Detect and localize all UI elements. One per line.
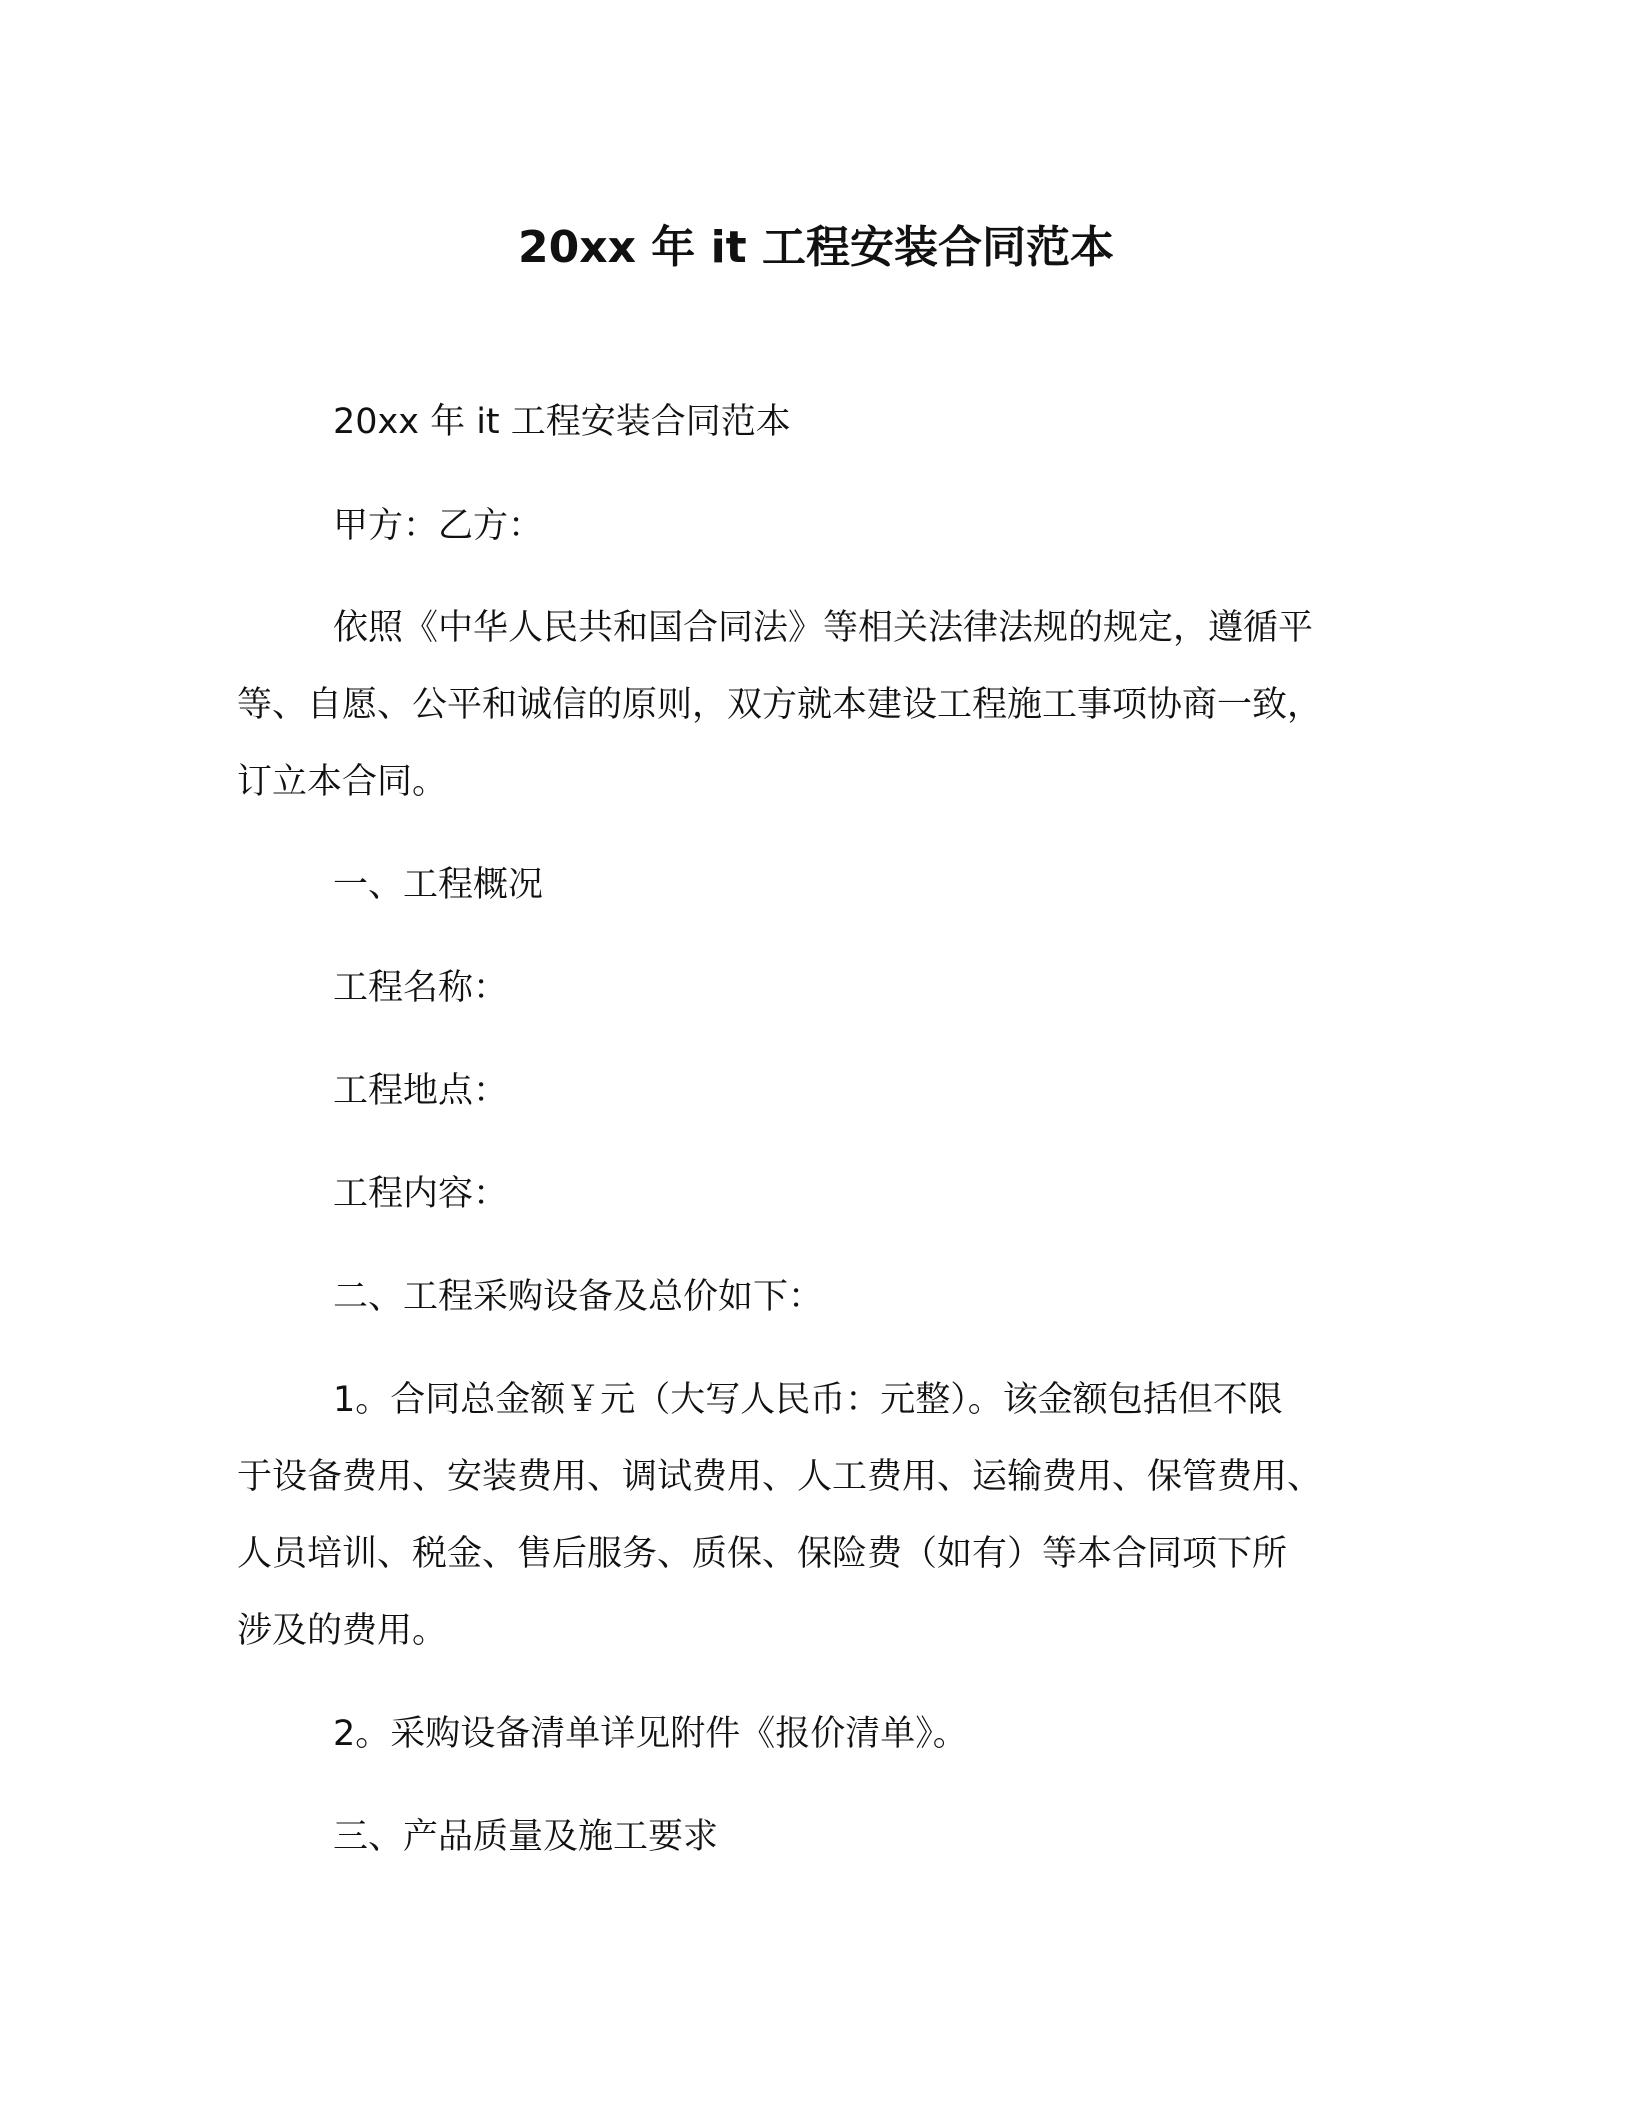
item1-line-4: 涉及的费用。 xyxy=(237,1611,448,1651)
project-content-label: 工程内容： xyxy=(333,1174,509,1214)
section1-heading: 一、工程概况 xyxy=(333,865,544,905)
project-location-label: 工程地点： xyxy=(333,1071,509,1111)
item2-line: 2。采购设备清单详见附件《报价清单》。 xyxy=(333,1714,968,1754)
item1-line-1: 1。合同总金额￥元（大写人民币：元整）。该金额包括但不限 xyxy=(333,1380,1283,1420)
item1-line-2: 于设备费用、安装费用、调试费用、人工费用、运输费用、保管费用、 xyxy=(237,1457,1323,1497)
document-subtitle: 20xx 年 it 工程安装合同范本 xyxy=(333,402,791,442)
parties-line: 甲方：乙方： xyxy=(333,506,544,546)
section2-heading: 二、工程采购设备及总价如下： xyxy=(333,1277,824,1317)
preamble-line-1: 依照《中华人民共和国合同法》等相关法律法规的规定，遵循平 xyxy=(333,608,1314,648)
item1-line-3: 人员培训、税金、售后服务、质保、保险费（如有）等本合同项下所 xyxy=(237,1534,1288,1574)
project-name-label: 工程名称： xyxy=(333,968,509,1008)
document-title: 20xx 年 it 工程安装合同范本 xyxy=(517,222,1115,273)
preamble-line-2: 等、自愿、公平和诚信的原则，双方就本建设工程施工事项协商一致， xyxy=(237,685,1323,725)
preamble-line-3: 订立本合同。 xyxy=(237,762,448,802)
section3-heading: 三、产品质量及施工要求 xyxy=(333,1817,719,1857)
